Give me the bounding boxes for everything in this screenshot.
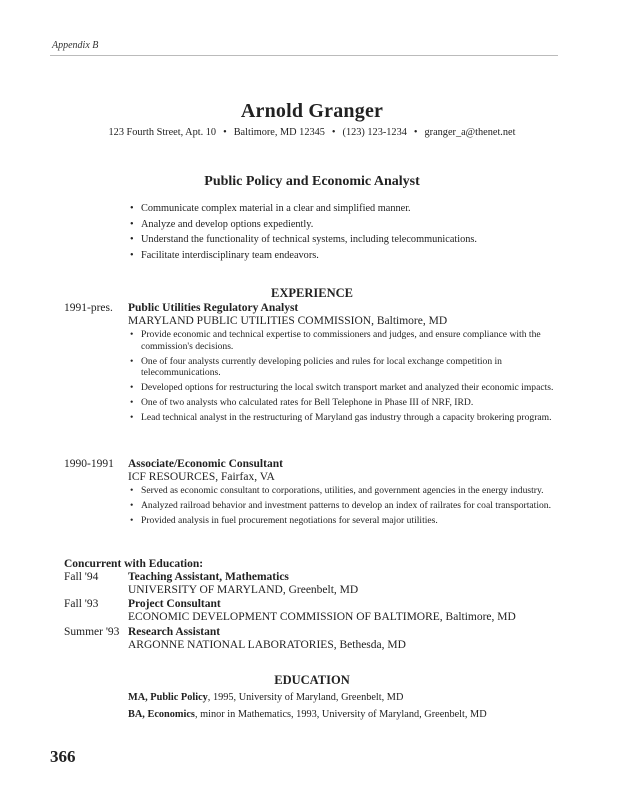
job-organization: ECONOMIC DEVELOPMENT COMMISSION OF BALTIMORE, Baltimore, MD bbox=[128, 610, 516, 623]
degree-name: BA, Economics bbox=[128, 709, 195, 720]
candidate-name: Arnold Granger bbox=[240, 100, 384, 122]
separator-bullet: • bbox=[413, 127, 418, 138]
job-bullet: • Lead technical analyst in the restructuring of Maryland gas industry through a capacity brokering program. bbox=[128, 412, 558, 424]
concurrent-heading: Concurrent with Education: bbox=[64, 558, 204, 570]
summary-item: • Facilitate interdisciplinary team endeavors. bbox=[130, 248, 550, 264]
job-organization: ARGONNE NATIONAL LABORATORIES, Bethesda, MD bbox=[128, 638, 406, 651]
job-title: Teaching Assistant, Mathematics bbox=[128, 571, 289, 583]
job-bullet: • One of two analysts who calculated rates for Bell Telephone in Phase III of NRF, IRD. bbox=[128, 397, 558, 409]
education-heading: EDUCATION bbox=[274, 673, 350, 687]
job-bullet: • Provide economic and technical expertise to commissioners and judges, and ensure compliance with the commission's decisions. bbox=[128, 329, 558, 352]
experience-heading: EXPERIENCE bbox=[271, 286, 353, 300]
email: granger_a@thenet.net bbox=[424, 127, 516, 138]
running-header: Appendix B bbox=[52, 40, 99, 51]
page-number: 366 bbox=[50, 747, 76, 766]
education-entry bbox=[128, 692, 403, 703]
header-rule bbox=[50, 55, 558, 56]
education-entry bbox=[128, 709, 487, 720]
job-title: Public Utilities Regulatory Analyst bbox=[128, 302, 299, 314]
separator-bullet: • bbox=[223, 127, 227, 138]
job-dates: Summer '93 bbox=[64, 626, 120, 638]
job-bullets bbox=[128, 329, 558, 424]
job-title: Associate/Economic Consultant bbox=[128, 458, 283, 470]
job-bullet: • Provided analysis in fuel procurement negotiations for several major utilities. bbox=[128, 515, 558, 527]
job-dates: Fall '94 bbox=[64, 571, 99, 583]
job-bullet: • Developed options for restructuring the local switch transport market and analyzed their economic impacts. bbox=[128, 382, 558, 394]
job-bullet: • Analyzed railroad behavior and investment patterns to develop an index of railrates for coal transportation. bbox=[128, 500, 558, 512]
job-dates: Fall '93 bbox=[64, 598, 99, 610]
job-title: Research Assistant bbox=[128, 626, 221, 638]
job-dates: 1990-1991 bbox=[64, 458, 114, 470]
job-title: Project Consultant bbox=[128, 598, 221, 610]
job-organization: UNIVERSITY OF MARYLAND, Greenbelt, MD bbox=[128, 583, 359, 596]
degree-name: MA, Public Policy bbox=[128, 692, 208, 703]
degree-details: , 1995, University of Maryland, Greenbelt, MD bbox=[207, 692, 404, 703]
contact-line bbox=[0, 127, 624, 138]
separator-bullet: • bbox=[331, 127, 336, 138]
job-organization: MARYLAND PUBLIC UTILITIES COMMISSION, Baltimore, MD bbox=[128, 314, 448, 327]
job-bullet: • Served as economic consultant to corporations, utilities, and government agencies in the energy industry. bbox=[128, 485, 558, 497]
job-bullet: • One of four analysts currently developing policies and rules for local exchange competition in telecommunications. bbox=[128, 356, 558, 379]
job-dates: 1991-pres. bbox=[64, 302, 113, 314]
summary-list bbox=[130, 201, 550, 263]
summary-item: • Understand the functionality of technical systems, including telecommunications. bbox=[130, 232, 550, 248]
degree-details: , minor in Mathematics, 1993, University of Maryland, Greenbelt, MD bbox=[194, 709, 487, 720]
phone: (123) 123-1234 bbox=[342, 127, 407, 138]
summary-item: • Communicate complex material in a clear and simplified manner. bbox=[130, 201, 550, 217]
address: 123 Fourth Street, Apt. 10 bbox=[108, 127, 217, 138]
job-organization: ICF RESOURCES, Fairfax, VA bbox=[128, 470, 275, 483]
city: Baltimore, MD 12345 bbox=[233, 127, 325, 138]
summary-item: • Analyze and develop options expediently. bbox=[130, 217, 550, 233]
objective-title: Public Policy and Economic Analyst bbox=[204, 174, 420, 189]
job-bullets bbox=[128, 485, 558, 527]
